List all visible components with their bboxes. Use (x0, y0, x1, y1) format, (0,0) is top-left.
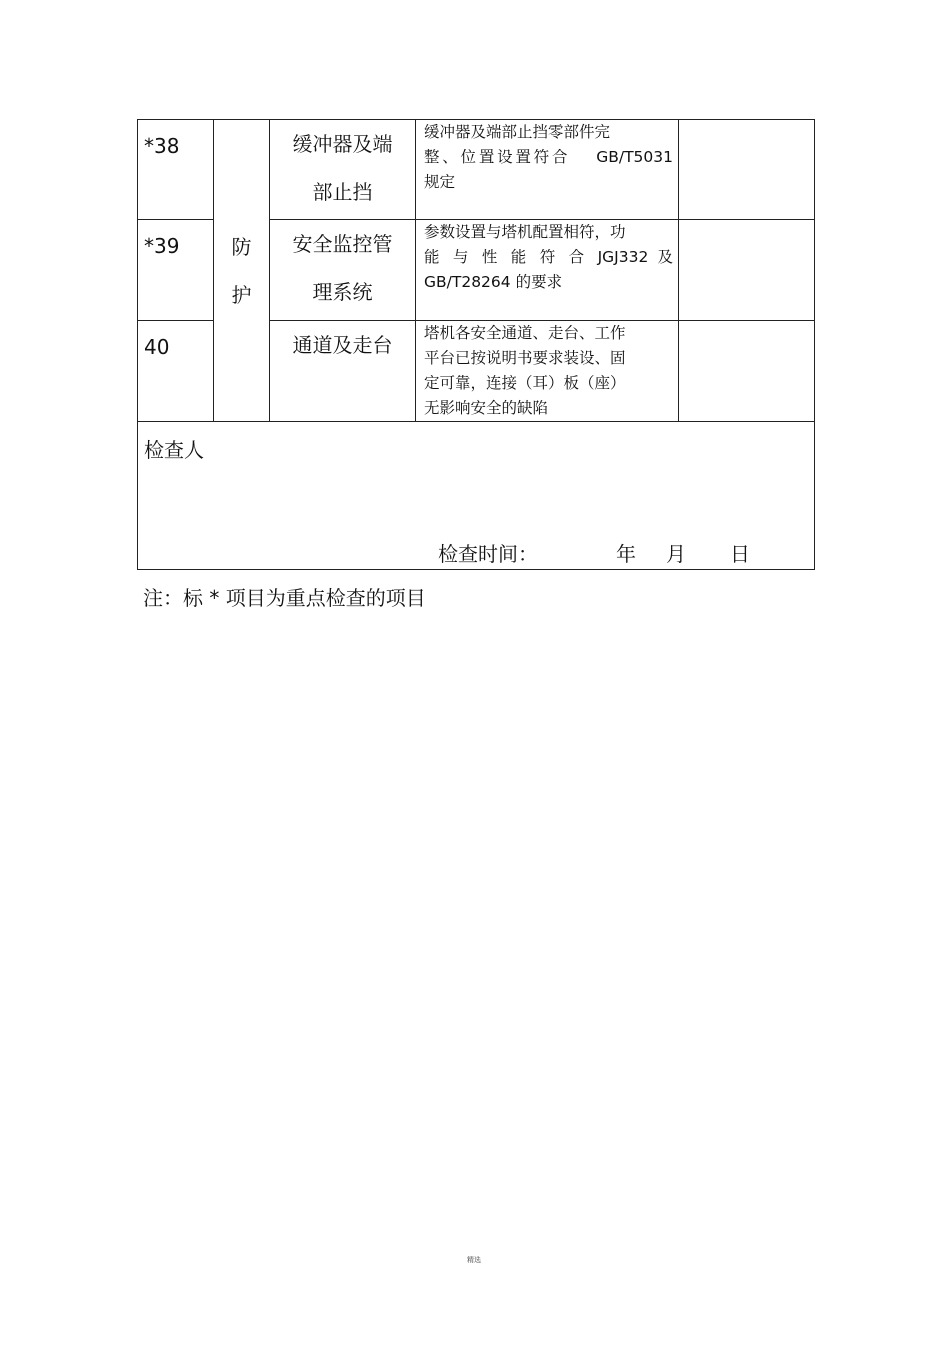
inspection-time-label: 检查时间： (438, 542, 538, 566)
footer-mark: 精选 (467, 1256, 481, 1264)
requirement-line: 缓冲器及端部止挡零部件完 (424, 123, 611, 141)
item-name-line: 缓冲器及端 (292, 132, 393, 156)
requirement-text (416, 321, 679, 422)
item-name-line: 理系统 (312, 280, 373, 304)
category-char: 防 (231, 234, 252, 259)
item-name (270, 321, 416, 422)
month-label: 月 (666, 542, 686, 566)
category-char: 护 (231, 282, 252, 307)
inspector-cell[interactable] (138, 422, 815, 570)
footnote: 注：标 * 项目为重点检查的项目 (143, 586, 426, 610)
item-name-line: 安全监控管 (292, 232, 393, 256)
requirement-line: 规定 (424, 173, 456, 191)
requirement-line: 整、位置设置符合 GB/T5031 (424, 148, 673, 166)
result-cell[interactable] (679, 220, 815, 321)
requirement-line: 定可靠，连接（耳）板（座） (424, 374, 626, 392)
item-name (270, 120, 416, 220)
inspector-label: 检查人 (144, 438, 204, 462)
inspector-row (138, 422, 815, 570)
year-label: 年 (616, 542, 636, 566)
table-row (138, 120, 815, 220)
category-cell (214, 120, 270, 422)
item-number: 40 (138, 321, 214, 422)
item-name-line: 部止挡 (312, 180, 373, 204)
result-cell[interactable] (679, 120, 815, 220)
inspection-time (438, 538, 750, 567)
requirement-line: 无影响安全的缺陷 (424, 399, 549, 417)
requirement-line: 平台已按说明书要求装设、固 (424, 349, 626, 367)
requirement-line: GB/T28264 的要求 (424, 273, 563, 291)
day-label: 日 (730, 542, 750, 566)
requirement-line: 能 与 性 能 符 合 JGJ332 及 (424, 248, 673, 266)
item-number: *39 (138, 220, 214, 321)
result-cell[interactable] (679, 321, 815, 422)
item-name (270, 220, 416, 321)
item-name-line: 通道及走台 (292, 333, 393, 357)
requirement-text (416, 220, 679, 321)
item-number: *38 (138, 120, 214, 220)
requirement-text (416, 120, 679, 220)
requirement-line: 塔机各安全通道、走台、工作 (424, 324, 626, 342)
inspection-table (137, 119, 815, 570)
requirement-line: 参数设置与塔机配置相符，功 (424, 223, 626, 241)
